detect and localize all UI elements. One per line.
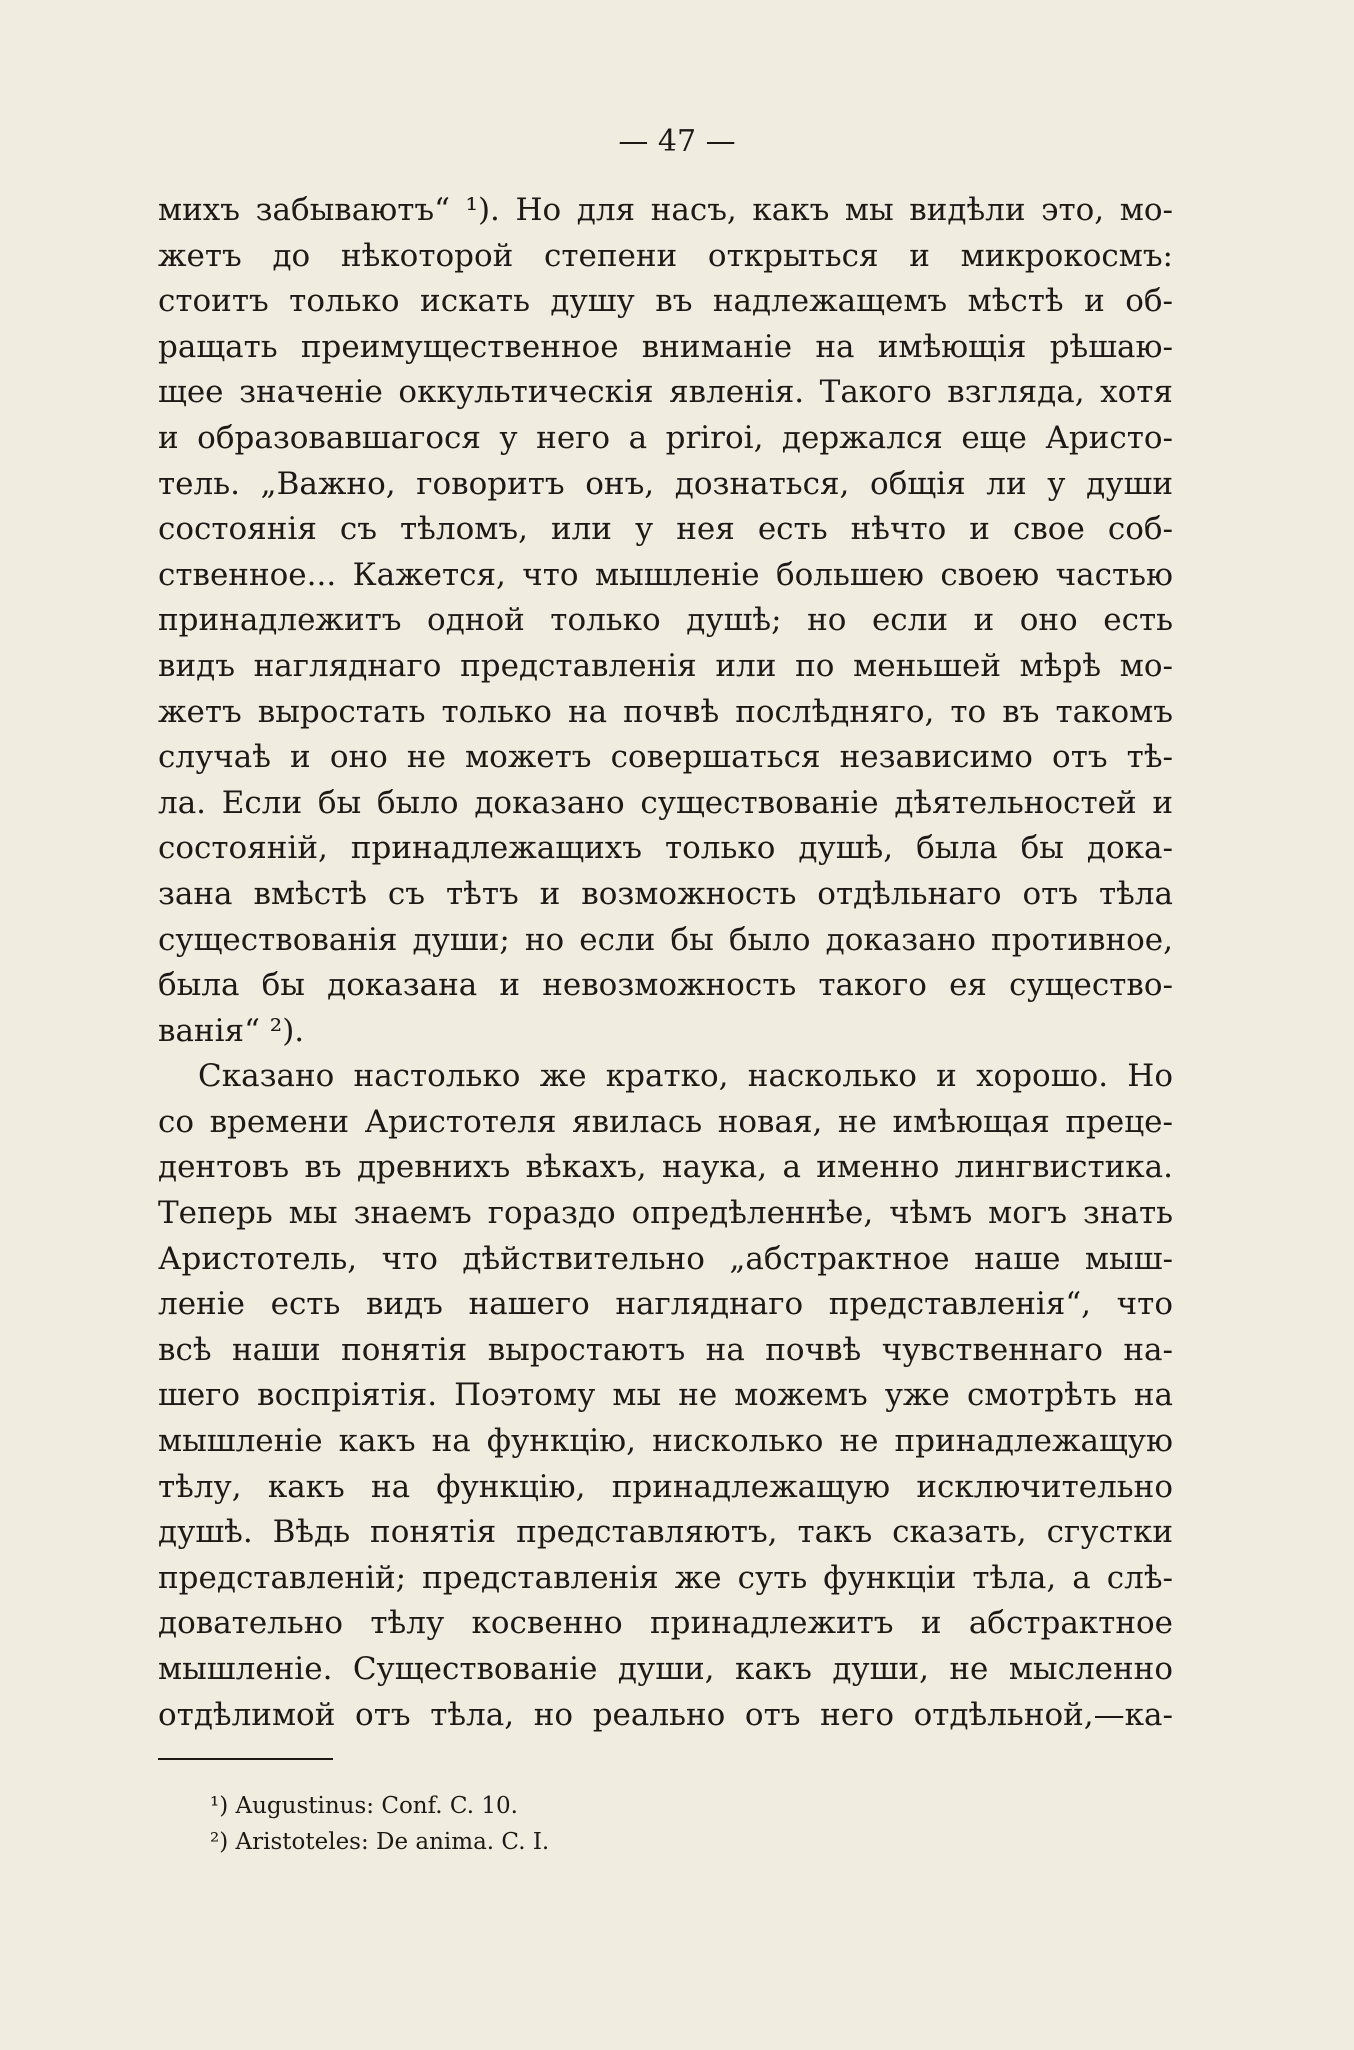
- text-line: отдѣлимой отъ тѣла, но реально отъ него отдѣльной,—ка-: [158, 1696, 1173, 1733]
- text-line: леніе есть видъ нашего нагляднаго представленія“, что: [158, 1286, 1173, 1323]
- footnote-1: ¹) Augustinus: Conf. C. 10.: [210, 1793, 518, 1819]
- text-line: жетъ выростать только на почвѣ послѣдняго, то въ такомъ: [158, 693, 1173, 730]
- text-line: со времени Аристотеля явилась новая, не имѣющая преце-: [158, 1103, 1173, 1140]
- text-line: Сказано настолько же кратко, насколько и хорошо. Но: [198, 1058, 1173, 1095]
- text-line: Аристотель, что дѣйствительно „абстрактное наше мыш-: [158, 1240, 1173, 1277]
- page-number: — 47 —: [618, 124, 736, 159]
- text-line: состоянія съ тѣломъ, или у нея есть нѣчто и свое соб-: [158, 511, 1173, 548]
- text-line: душѣ. Вѣдь понятія представляютъ, такъ сказать, сгустки: [158, 1514, 1173, 1551]
- text-line: Теперь мы знаемъ гораздо опредѣленнѣе, чѣмъ могъ знать: [158, 1195, 1173, 1232]
- text-line: ращать преимущественное вниманіе на имѣющія рѣшаю-: [158, 328, 1173, 365]
- text-line: принадлежитъ одной только душѣ; но если и оно есть: [158, 602, 1173, 639]
- text-line: тѣлу, какъ на функцію, принадлежащую исключительно: [158, 1468, 1173, 1505]
- text-line: ванія“ ²).: [158, 1012, 305, 1049]
- text-line: ла. Если бы было доказано существованіе дѣятельностей и: [158, 784, 1173, 821]
- body-text: [158, 188, 1173, 1738]
- text-line: довательно тѣлу косвенно принадлежитъ и абстрактное: [158, 1605, 1173, 1642]
- footnotes: [210, 1788, 549, 1860]
- text-line: зана вмѣстѣ съ тѣтъ и возможность отдѣльнаго отъ тѣла: [158, 875, 1173, 912]
- text-line: представленій; представленія же суть функціи тѣла, а слѣ-: [158, 1559, 1173, 1596]
- text-line: ственное... Кажется, что мышленіе большею своею частью: [158, 556, 1173, 593]
- text-line: мышленіе. Существованіе души, какъ души, не мысленно: [158, 1651, 1173, 1687]
- text-line: тель. „Важно, говоритъ онъ, дознаться, общія ли у души: [158, 465, 1173, 502]
- text-line: дентовъ въ древнихъ вѣкахъ, наука, а именно лингвистика.: [158, 1149, 1173, 1186]
- footnote-divider: [158, 1758, 333, 1760]
- text-line: щее значеніе оккультическія явленія. Такого взгляда, хотя: [158, 374, 1173, 411]
- text-line: была бы доказана и невозможность такого ея существо-: [158, 967, 1173, 1004]
- text-line: случаѣ и оно не можетъ совершаться независимо отъ тѣ-: [158, 739, 1173, 776]
- text-line: существованія души; но если бы было доказано противное,: [158, 921, 1173, 958]
- text-line: видъ нагляднаго представленія или по меньшей мѣрѣ мо-: [158, 647, 1173, 684]
- text-line: жетъ до нѣкоторой степени открыться и микрокосмъ:: [158, 237, 1173, 274]
- footnote-2: ²) Aristoteles: De anima. C. I.: [210, 1829, 550, 1855]
- text-line: мышленіе какъ на функцію, нисколько не принадлежащую: [158, 1423, 1173, 1460]
- text-line: михъ забываютъ“ ¹). Но для насъ, какъ мы видѣли это, мо-: [158, 192, 1173, 228]
- text-line: стоитъ только искать душу въ надлежащемъ мѣстѣ и об-: [158, 283, 1173, 320]
- text-line: и образовавшагося у него a priroi, держался еще Аристо-: [158, 419, 1173, 456]
- text-line: состояній, принадлежащихъ только душѣ, была бы дока-: [158, 830, 1173, 867]
- text-line: шего воспріятія. Поэтому мы не можемъ уже смотрѣть на: [158, 1377, 1173, 1414]
- text-line: всѣ наши понятія выростаютъ на почвѣ чувственнаго на-: [158, 1331, 1173, 1368]
